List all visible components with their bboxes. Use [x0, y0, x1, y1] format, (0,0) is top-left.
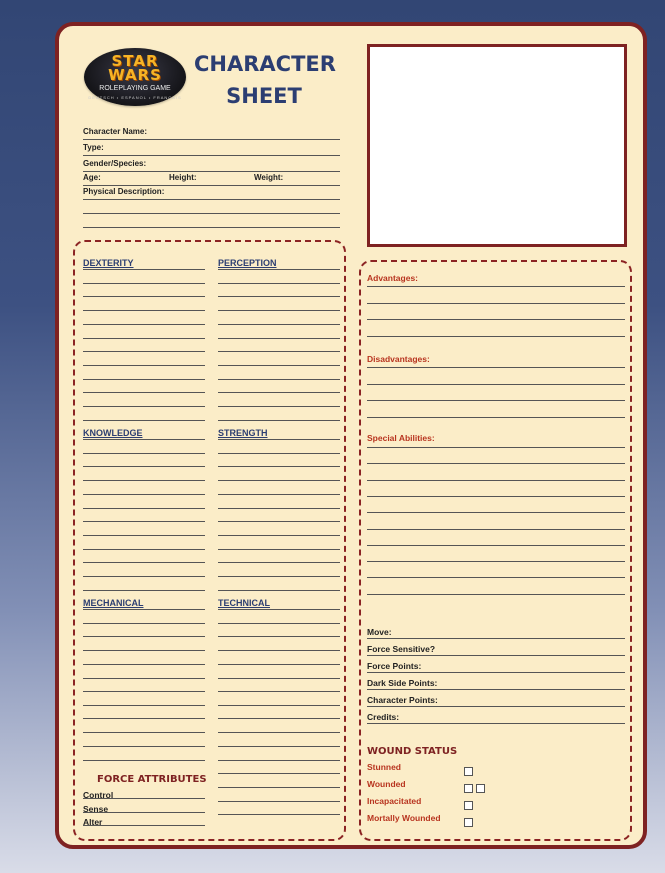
- skill-line-left[interactable]: [83, 590, 205, 591]
- skill-line-left[interactable]: [83, 718, 205, 719]
- skill-line-left[interactable]: [83, 269, 205, 270]
- advantages-line[interactable]: [367, 319, 625, 320]
- skill-line-left[interactable]: [83, 549, 205, 550]
- skill-line-left[interactable]: [83, 636, 205, 637]
- special-abilities-line[interactable]: [367, 594, 625, 595]
- special-abilities-line[interactable]: [367, 447, 625, 448]
- skill-line-left[interactable]: [83, 365, 205, 366]
- attributes-box: [73, 240, 346, 841]
- wounded-checkbox[interactable]: [476, 784, 485, 793]
- force-points-label: Force Points:: [367, 661, 422, 671]
- skill-line-left[interactable]: [83, 379, 205, 380]
- logo-star: STAR: [111, 52, 159, 70]
- skill-line-left[interactable]: [83, 732, 205, 733]
- skill-line-right[interactable]: [218, 664, 340, 665]
- wounded-label: Wounded: [367, 779, 406, 789]
- skill-line-right[interactable]: [218, 562, 340, 563]
- skill-line-left[interactable]: [83, 609, 205, 610]
- sense-label: Sense: [83, 804, 109, 814]
- weight-label: Weight:: [254, 173, 284, 182]
- wounded-checkbox[interactable]: [464, 784, 473, 793]
- dexterity-heading: DEXTERITY: [83, 258, 134, 268]
- skill-line-right[interactable]: [218, 351, 340, 352]
- skill-line-right[interactable]: [218, 609, 340, 610]
- physical-description-label: Physical Description:: [83, 187, 165, 196]
- skill-line-right[interactable]: [218, 466, 340, 467]
- skill-line-right[interactable]: [218, 760, 340, 761]
- wounded-checkboxes: [464, 780, 488, 798]
- skill-line-right[interactable]: [218, 453, 340, 454]
- advantages-label: Advantages:: [367, 273, 419, 283]
- skill-line-left[interactable]: [83, 310, 205, 311]
- skill-line-right[interactable]: [218, 787, 340, 788]
- disadvantages-line[interactable]: [367, 384, 625, 385]
- stat-line[interactable]: [367, 655, 625, 656]
- skill-line-left[interactable]: [83, 521, 205, 522]
- skill-line-right[interactable]: [218, 365, 340, 366]
- skill-line-right[interactable]: [218, 494, 340, 495]
- skill-line-left[interactable]: [83, 324, 205, 325]
- skill-line-left[interactable]: [83, 392, 205, 393]
- strength-heading: STRENGTH: [218, 428, 268, 438]
- disadvantages-line[interactable]: [367, 367, 625, 368]
- move-label: Move:: [367, 627, 392, 637]
- dark-side-points-label: Dark Side Points:: [367, 678, 438, 688]
- description-line[interactable]: [83, 227, 340, 228]
- mortally-wounded-label: Mortally Wounded: [367, 813, 441, 823]
- skill-line-right[interactable]: [218, 480, 340, 481]
- height-label: Height:: [169, 173, 197, 182]
- skill-line-right[interactable]: [218, 590, 340, 591]
- gender-species-field[interactable]: [83, 157, 340, 172]
- skill-line-right[interactable]: [218, 623, 340, 624]
- skill-line-left[interactable]: [83, 351, 205, 352]
- skill-line-right[interactable]: [218, 718, 340, 719]
- skill-line-left[interactable]: [83, 691, 205, 692]
- skill-line-left[interactable]: [83, 562, 205, 563]
- disadvantages-label: Disadvantages:: [367, 354, 430, 364]
- skill-line-right[interactable]: [218, 705, 340, 706]
- advantages-line[interactable]: [367, 303, 625, 304]
- wound-status-heading: WOUND STATUS: [367, 746, 458, 757]
- gender-species-label: Gender/Species:: [83, 159, 147, 168]
- skill-line-right[interactable]: [218, 814, 340, 815]
- skill-line-left[interactable]: [83, 535, 205, 536]
- skill-line-right[interactable]: [218, 296, 340, 297]
- physical-description-field[interactable]: [83, 185, 340, 200]
- skill-line-right[interactable]: [218, 283, 340, 284]
- stunned-checkboxes: [464, 763, 476, 781]
- special-abilities-line[interactable]: [367, 496, 625, 497]
- advantages-line[interactable]: [367, 286, 625, 287]
- skill-line-left[interactable]: [83, 406, 205, 407]
- skill-line-right[interactable]: [218, 508, 340, 509]
- type-field[interactable]: [83, 141, 340, 156]
- knowledge-heading: KNOWLEDGE: [83, 428, 143, 438]
- mechanical-heading: MECHANICAL: [83, 598, 144, 608]
- skill-line-right[interactable]: [218, 732, 340, 733]
- perception-heading: PERCEPTION: [218, 258, 277, 268]
- skill-line-left[interactable]: [83, 439, 205, 440]
- skill-line-left[interactable]: [83, 760, 205, 761]
- skill-line-right[interactable]: [218, 773, 340, 774]
- skill-line-left[interactable]: [83, 283, 205, 284]
- skill-line-left[interactable]: [83, 576, 205, 577]
- skill-line-right[interactable]: [218, 420, 340, 421]
- age-label: Age:: [83, 173, 101, 182]
- alter-label: Alter: [83, 817, 103, 827]
- skill-line-right[interactable]: [218, 310, 340, 311]
- stat-line[interactable]: [367, 723, 625, 724]
- skill-line-right[interactable]: [218, 324, 340, 325]
- skill-line-left[interactable]: [83, 480, 205, 481]
- logo-languages: DEUTSCH • ESPANOL • FRANCAIS: [88, 95, 182, 100]
- skill-line-left[interactable]: [83, 746, 205, 747]
- mortally-wounded-checkbox[interactable]: [464, 818, 473, 827]
- stat-line[interactable]: [367, 638, 625, 639]
- special-abilities-line[interactable]: [367, 561, 625, 562]
- character-name-label: Character Name:: [83, 127, 148, 136]
- skill-line-left[interactable]: [83, 338, 205, 339]
- special-abilities-line[interactable]: [367, 512, 625, 513]
- description-line[interactable]: [83, 213, 340, 214]
- disadvantages-line[interactable]: [367, 417, 625, 418]
- skill-line-right[interactable]: [218, 746, 340, 747]
- skill-line-left[interactable]: [83, 453, 205, 454]
- skill-line-right[interactable]: [218, 691, 340, 692]
- skill-line-right[interactable]: [218, 678, 340, 679]
- skill-line-right[interactable]: [218, 650, 340, 651]
- logo-subtitle: ROLEPLAYING GAME: [99, 85, 171, 92]
- skill-line-right[interactable]: [218, 576, 340, 577]
- character-name-field[interactable]: [83, 125, 340, 140]
- skill-line-right[interactable]: [218, 636, 340, 637]
- force-attributes-heading: FORCE ATTRIBUTES: [97, 774, 207, 785]
- skill-line-left[interactable]: [83, 420, 205, 421]
- title-line-1: CHARACTER: [194, 52, 336, 76]
- stat-line[interactable]: [367, 672, 625, 673]
- character-portrait-box[interactable]: [367, 44, 627, 247]
- control-label: Control: [83, 790, 114, 800]
- type-label: Type:: [83, 143, 104, 152]
- skill-line-left[interactable]: [83, 650, 205, 651]
- skill-line-right[interactable]: [218, 269, 340, 270]
- title-line-2: SHEET: [226, 84, 302, 108]
- age-height-weight-field[interactable]: [83, 171, 340, 186]
- stat-line[interactable]: [367, 706, 625, 707]
- stunned-checkbox[interactable]: [464, 767, 473, 776]
- special-abilities-line[interactable]: [367, 529, 625, 530]
- skill-line-right[interactable]: [218, 535, 340, 536]
- skill-line-left[interactable]: [83, 623, 205, 624]
- skill-line-right[interactable]: [218, 801, 340, 802]
- stat-line[interactable]: [367, 689, 625, 690]
- special-abilities-line[interactable]: [367, 463, 625, 464]
- special-abilities-line[interactable]: [367, 480, 625, 481]
- incapacitated-checkbox[interactable]: [464, 801, 473, 810]
- force-sensitive-label: Force Sensitive?: [367, 644, 436, 654]
- character-points-label: Character Points:: [367, 695, 438, 705]
- credits-label: Credits:: [367, 712, 400, 722]
- star-wars-logo: [84, 48, 186, 106]
- logo-wars: WARS: [108, 66, 162, 84]
- special-abilities-label: Special Abilities:: [367, 433, 435, 443]
- skill-line-left[interactable]: [83, 296, 205, 297]
- skill-line-right[interactable]: [218, 439, 340, 440]
- skill-line-left[interactable]: [83, 678, 205, 679]
- special-abilities-line[interactable]: [367, 545, 625, 546]
- skill-line-right[interactable]: [218, 338, 340, 339]
- skill-line-right[interactable]: [218, 549, 340, 550]
- incapacitated-checkboxes: [464, 797, 476, 815]
- mortally-wounded-checkboxes: [464, 814, 476, 832]
- disadvantages-line[interactable]: [367, 400, 625, 401]
- skill-line-right[interactable]: [218, 521, 340, 522]
- special-abilities-line[interactable]: [367, 577, 625, 578]
- technical-heading: TECHNICAL: [218, 598, 270, 608]
- skill-line-right[interactable]: [218, 392, 340, 393]
- advantages-line[interactable]: [367, 336, 625, 337]
- skill-line-right[interactable]: [218, 379, 340, 380]
- character-sheet: [55, 22, 647, 849]
- skill-line-left[interactable]: [83, 508, 205, 509]
- skill-line-left[interactable]: [83, 466, 205, 467]
- skill-line-right[interactable]: [218, 406, 340, 407]
- skill-line-left[interactable]: [83, 494, 205, 495]
- skill-line-left[interactable]: [83, 705, 205, 706]
- incapacitated-label: Incapacitated: [367, 796, 422, 806]
- stunned-label: Stunned: [367, 762, 401, 772]
- skill-line-left[interactable]: [83, 664, 205, 665]
